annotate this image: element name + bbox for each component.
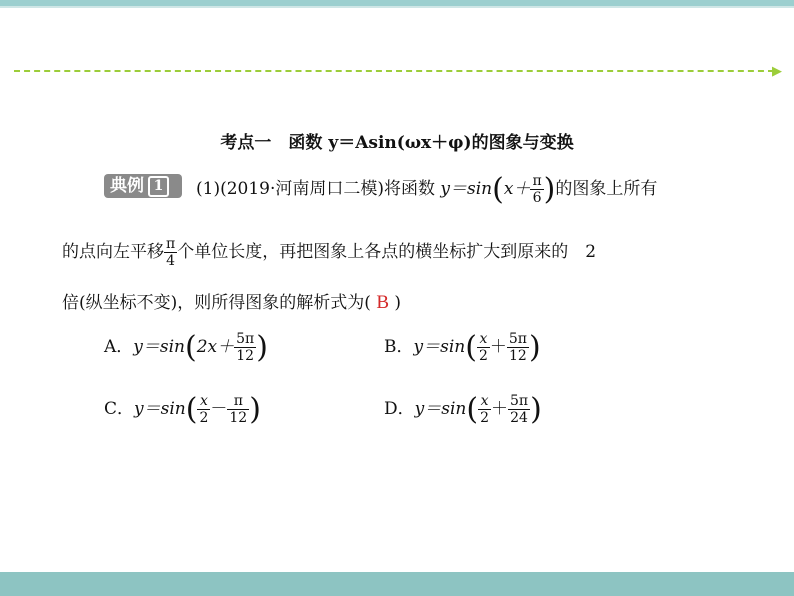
badge-number: 1 [148, 176, 169, 197]
fraction-pi-4 [164, 236, 177, 269]
top-accent-shadow [0, 6, 794, 8]
frac-numerator: 5π [236, 331, 255, 347]
paren-close: ) [530, 392, 542, 427]
paren-open: ( [465, 330, 477, 365]
paren-open: ( [185, 392, 198, 427]
option-x-fraction [197, 393, 210, 426]
frac-numerator: π [166, 236, 176, 252]
paren-close: ) [256, 330, 268, 365]
option-d[interactable] [384, 392, 542, 427]
badge-label: 典例 [110, 176, 144, 196]
option-x-fraction [478, 393, 491, 426]
option-operator: ＋ [489, 337, 507, 357]
frac-denominator: 12 [229, 410, 248, 426]
answer-mark: B [376, 292, 389, 313]
question-line-3 [62, 288, 401, 314]
frac-numerator [197, 393, 210, 410]
option-fraction [508, 393, 530, 426]
question-line-2 [62, 236, 596, 269]
frac-denominator: 12 [236, 348, 255, 364]
paren-close: ) [528, 330, 541, 365]
option-operator: ＋ [491, 399, 508, 419]
paren-close: ) [543, 172, 556, 207]
paren-open: ( [185, 330, 197, 365]
frac-numerator [478, 393, 491, 410]
frac-denominator: 2 [480, 410, 489, 426]
frac-denominator: 4 [166, 253, 176, 269]
q-line2-prefix: 的点向左平移 [62, 242, 164, 262]
option-func: y＝sin [413, 337, 466, 357]
bottom-accent-bar [0, 572, 794, 596]
q-line1-prefix: (1)(2019·河南周口二模)将函数 [196, 179, 436, 199]
paren-open: ( [466, 392, 479, 427]
option-label: A． [104, 337, 134, 357]
frac-denominator: 2 [478, 348, 488, 364]
frac-numerator: π [227, 393, 249, 410]
section-title: 考点一 函数 y＝Asin(ωx＋φ)的图象与变换 [220, 133, 574, 153]
frac-denominator: 2 [199, 410, 209, 426]
fraction-pi-6 [530, 173, 543, 206]
frac-denominator: 12 [509, 348, 527, 364]
frac-numerator [477, 331, 490, 348]
option-func: y＝sin [134, 399, 186, 419]
q-line1-suffix: 的图象上所有 [555, 179, 658, 199]
paren-close: ) [249, 392, 261, 427]
q-line2-suffix: 个单位长度，再把图象上各点的横坐标扩大到原来的 2 [177, 242, 597, 262]
option-x-fraction [477, 331, 490, 364]
q-line3-close: ) [394, 293, 402, 313]
q-line3-text: 倍(纵坐标不变)，则所得图象的解析式为( [62, 293, 371, 313]
option-fraction [227, 393, 249, 426]
paren-open: ( [492, 172, 504, 207]
example-badge [104, 174, 182, 198]
frac-denominator: 24 [510, 410, 528, 426]
question-line-1 [196, 172, 657, 207]
frac-numerator: π [532, 173, 542, 189]
option-label: B． [384, 337, 414, 357]
frac-numerator: 5π [510, 393, 529, 409]
option-fraction [234, 331, 256, 364]
x-var: x [479, 331, 488, 347]
option-fraction [507, 331, 529, 364]
option-func: y＝sin [133, 337, 185, 357]
option-label: C． [104, 399, 135, 419]
option-c[interactable] [104, 392, 261, 427]
frac-denominator: 6 [532, 190, 542, 206]
divider-arrow-icon: ▶ [772, 64, 782, 79]
x-var: x [480, 393, 489, 409]
q-line1-func: y＝sin [440, 179, 493, 199]
option-operator: － [210, 399, 228, 419]
frac-numerator: 5π [508, 331, 527, 347]
x-var: x [199, 393, 208, 409]
header-divider [14, 70, 774, 72]
option-label: D． [384, 399, 415, 419]
option-a[interactable] [104, 330, 268, 365]
option-arg: 2x＋ [196, 337, 235, 357]
option-func: y＝sin [414, 399, 467, 419]
option-b[interactable] [384, 330, 541, 365]
q-line1-arg: x＋ [503, 179, 531, 199]
